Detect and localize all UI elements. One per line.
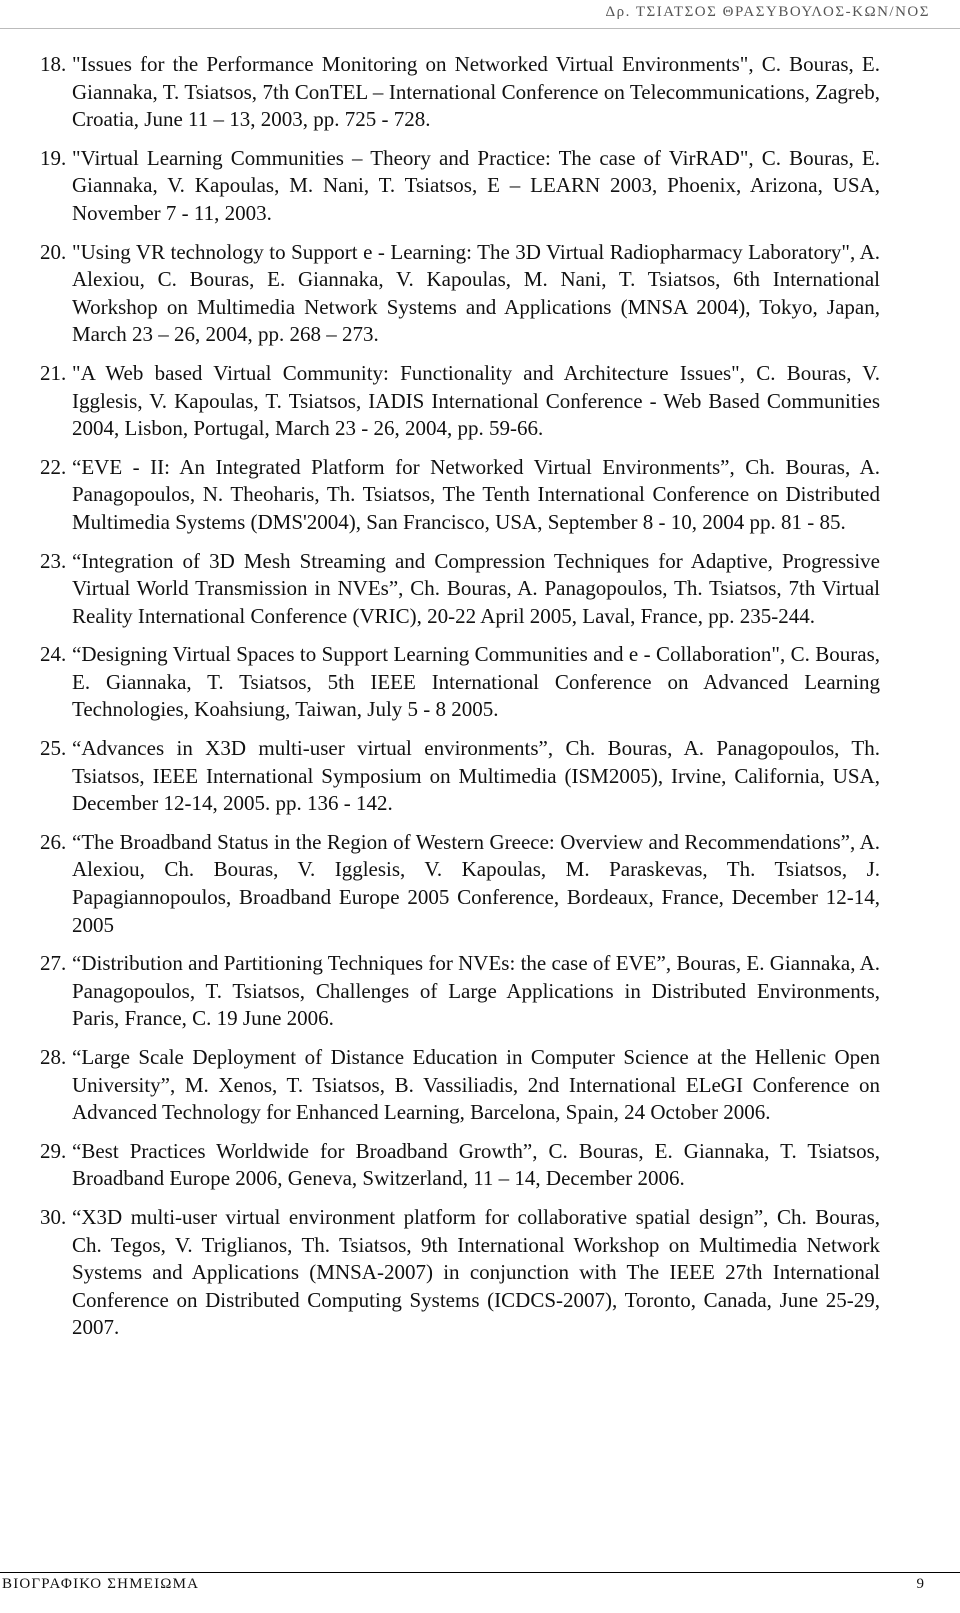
publication-item	[40, 1044, 880, 1127]
publication-text: “X3D multi-user virtual environment platform for collaborative spatial design”, Ch. Bouras, Ch. Tegos, V. Triglianos, Th. Tsiatsos, 9th International Workshop on Multimedia Network Systems and Applications (MNSA-2007) in conjunction with The IEEE 27th International Conference on Distributed Computing Systems (ICDCS-2007), Toronto, Canada, June 25-29, 2007.	[72, 1204, 880, 1340]
publication-number: 18.	[40, 52, 67, 76]
publication-item	[40, 1138, 880, 1193]
publication-list	[40, 51, 880, 1353]
publication-number: 27.	[40, 951, 67, 976]
publication-text: “Designing Virtual Spaces to Support Learning Communities and e - Collaboration", C. Bouras, E. Giannaka, T. Tsiatsos, 5th IEEE International Conference on Advanced Learning Technologies, Koahsiung, Taiwan, July 5 - 8 2005.	[72, 642, 880, 722]
publication-item	[40, 51, 880, 134]
publication-text: “EVE - II: An Integrated Platform for Networked Virtual Environments”, Ch. Bouras, A. Panagopoulos, N. Theoharis, Th. Tsiatsos, The Tenth International Conference on Distributed Multimedia Systems (DMS'2004), San Francisco, USA, September 8 - 10, 2004 pp. 81 - 85.	[72, 454, 880, 534]
publication-number: 28.	[40, 1045, 67, 1069]
header-divider	[0, 28, 960, 29]
publication-item	[40, 145, 880, 228]
publication-item	[40, 1204, 880, 1342]
publication-text: “Distribution and Partitioning Techniques for NVEs: the case of EVE”, Bouras, E. Giannaka, A. Panagopoulos, T. Tsiatsos, Challenges of Large Applications in Distributed Environments, Paris, France, C. 19 June 2006.	[72, 951, 880, 1031]
publication-text: "Issues for the Performance Monitoring on Networked Virtual Environments", C. Bouras, E. Giannaka, T. Tsiatsos, 7th ConTEL – International Conference on Telecommunications, Zagreb, Croatia, June 11 – 13, 2003, pp. 725 - 728.	[72, 52, 880, 132]
publication-text: “Large Scale Deployment of Distance Education in Computer Science at the Hellenic Open University”, M. Xenos, T. Tsiatsos, B. Vassiliadis, 2nd International ELeGI Conference on Advanced Technology for Enhanced Learning, Barcelona, Spain, 24 October 2006.	[72, 1045, 880, 1125]
publication-item	[40, 641, 880, 724]
publication-number: 20.	[40, 239, 67, 264]
publication-number: 23.	[40, 548, 67, 573]
footer-label: ΒΙΟΓΡΑΦΙΚΟ ΣΗΜΕΙΩΜΑ	[2, 1576, 200, 1592]
publication-number: 22.	[40, 454, 67, 479]
page-number: 9	[916, 1576, 924, 1592]
publication-number: 21.	[40, 360, 67, 385]
publication-text: “The Broadband Status in the Region of Western Greece: Overview and Recommendations”, A. Alexiou, Ch. Bouras, V. Igglesis, V. Kapoulas, M. Paraskevas, Th. Tsiatsos, J. Papagiannopoulos, Broadband Europe 2005 Conference, Bordeaux, France, December 12-14, 2005	[72, 829, 880, 937]
publication-text: "Virtual Learning Communities – Theory and Practice: The case of VirRAD", C. Bouras, E. Giannaka, V. Kapoulas, M. Nani, T. Tsiatsos, E – LEARN 2003, Phoenix, Arizona, USA, November 7 - 11, 2003.	[72, 145, 880, 225]
publication-item	[40, 360, 880, 443]
publication-text: “Advances in X3D multi-user virtual environments”, Ch. Bouras, A. Panagopoulos, Th. Tsiatsos, IEEE International Symposium on Multimedia (ISM2005), Irvine, California, USA, December 12-14, 2005. pp. 136 - 142.	[72, 736, 880, 816]
publication-item	[40, 950, 880, 1033]
publication-item	[40, 454, 880, 537]
publication-item	[40, 548, 880, 631]
publication-item	[40, 735, 880, 818]
publication-item	[40, 829, 880, 939]
publication-text: “Best Practices Worldwide for Broadband Growth”, C. Bouras, E. Giannaka, T. Tsiatsos, Broadband Europe 2006, Geneva, Switzerland, 11 – 14, December 2006.	[72, 1138, 880, 1191]
page-header	[0, 0, 960, 36]
page-footer	[0, 1572, 960, 1613]
publication-number: 25.	[40, 736, 67, 761]
publication-number: 30.	[40, 1204, 67, 1229]
publication-number: 29.	[40, 1138, 67, 1163]
publication-text: “Integration of 3D Mesh Streaming and Compression Techniques for Adaptive, Progressive Virtual World Transmission in NVEs”, Ch. Bouras, A. Panagopoulos, Th. Tsiatsos, 7th Virtual Reality International Conference (VRIC), 20-22 April 2005, Laval, France, pp. 235-244.	[72, 548, 880, 628]
publication-text: "A Web based Virtual Community: Functionality and Architecture Issues", C. Bouras, V. Igglesis, V. Kapoulas, T. Tsiatsos, IADIS International Conference - Web Based Communities 2004, Lisbon, Portugal, March 23 - 26, 2004, pp. 59-66.	[72, 360, 880, 441]
publication-item	[40, 239, 880, 349]
publication-number: 26.	[40, 829, 67, 854]
publication-number: 24.	[40, 642, 67, 667]
publication-text: "Using VR technology to Support e - Learning: The 3D Virtual Radiopharmacy Laboratory", A. Alexiou, C. Bouras, E. Giannaka, V. Kapoulas, M. Nani, T. Tsiatsos, 6th International Workshop on Multimedia Network Systems and Applications (MNSA 2004), Tokyo, Japan, March 23 – 26, 2004, pp. 268 – 273.	[72, 239, 880, 347]
publication-number: 19.	[40, 145, 67, 170]
footer-divider	[0, 1572, 960, 1573]
header-title: Δρ. ΤΣΙΑΤΣΟΣ ΘΡΑΣΥΒΟΥΛΟΣ-ΚΩΝ/ΝΟΣ	[605, 4, 930, 20]
